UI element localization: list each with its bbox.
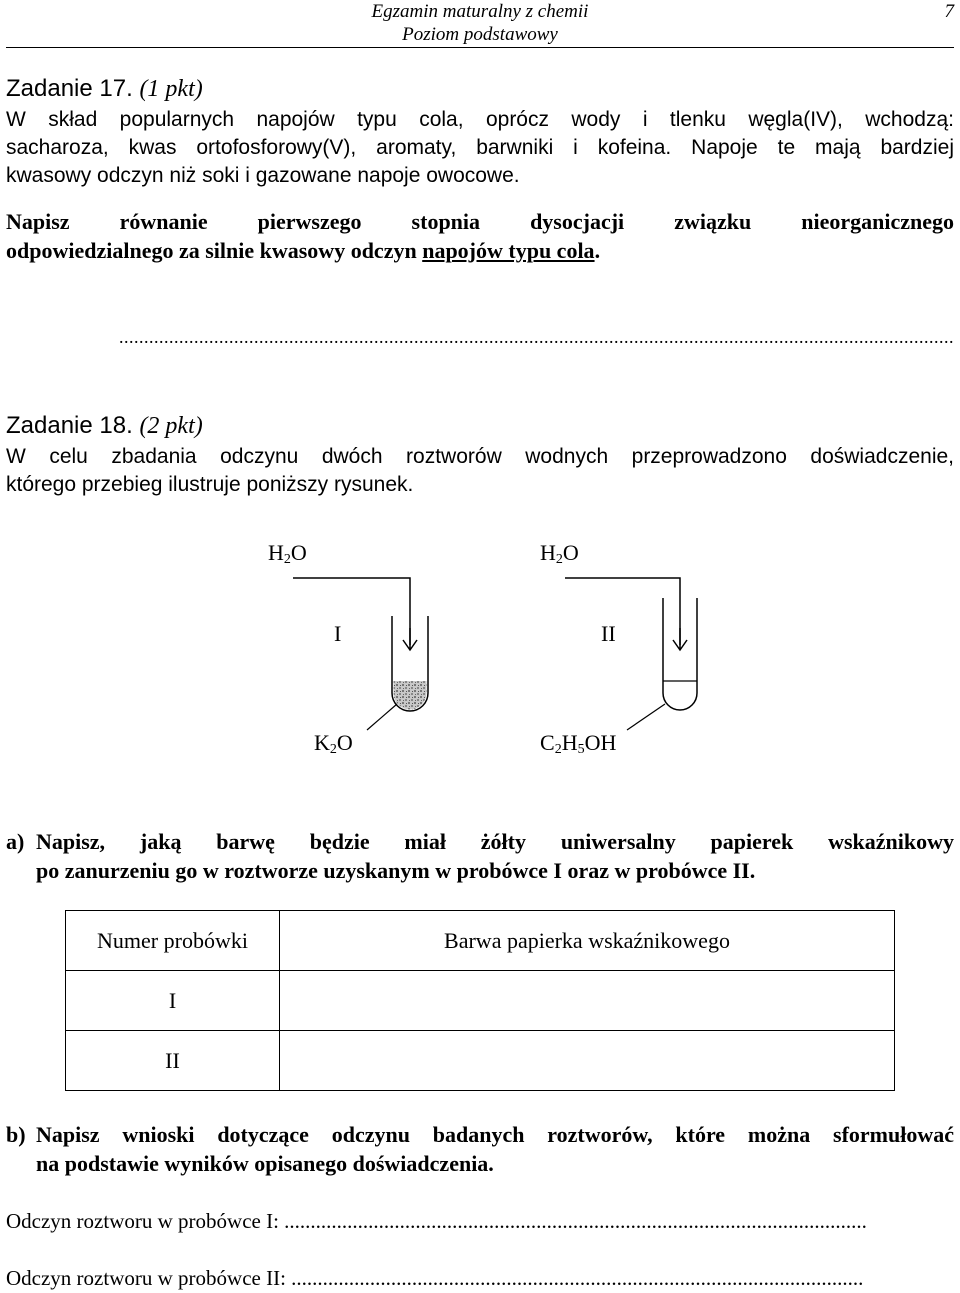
tube-1-label: I [334, 621, 342, 646]
task-18-line-1: W celu zbadania odczynu dwóch roztworów wodnych przeprowadzono doświadczenie, [6, 445, 954, 468]
task-17-points: (1 pkt) [139, 76, 203, 102]
task-17-line-3: kwasowy odczyn niż soki i gazowane napoje owocowe. [6, 164, 520, 187]
part-b-line-1: Napisz wnioski dotyczące odczynu badanych roztworów, które można sformułować [36, 1122, 954, 1147]
exam-title: Egzamin maturalny z chemii [371, 1, 589, 22]
row-2-answer-cell[interactable] [280, 1031, 895, 1091]
k2o-label: $K_2O$ [314, 730, 353, 757]
part-b-label: b) [6, 1122, 26, 1147]
row-1-answer-cell[interactable] [280, 971, 895, 1031]
water-label-left: $H_2O$ [268, 540, 307, 567]
exam-level: Poziom podstawowy [402, 24, 558, 45]
header-indicator-color: Barwa papierka wskaźnikowego [280, 911, 895, 971]
ethanol-pointer-line [627, 704, 665, 730]
results-table [65, 910, 895, 1091]
water-pipe-1 [293, 578, 417, 650]
part-a-line-1: Napisz, jaką barwę będzie miał żółty uniwersalny papierek wskaźnikowy [36, 829, 954, 854]
page-number: 7 [944, 1, 954, 22]
header-tube-number: Numer probówki [66, 911, 280, 971]
water-label-right: $H_2O$ [540, 540, 579, 567]
table-row [66, 971, 895, 1031]
part-a-label: a) [6, 829, 25, 854]
task-17-line-2: sacharoza, kwas ortofosforowy(V), aromaty, barwniki i kofeina. Napoje te mają bardziej [6, 136, 954, 159]
answer-tube-2[interactable]: Odczyn roztworu w probówce II: ............................................................................................................. [6, 1266, 864, 1290]
task-18-points: (2 pkt) [139, 413, 203, 439]
task-18-line-2: którego przebieg ilustruje poniższy rysunek. [6, 473, 414, 496]
task-18-title: Zadanie 18. (2 pkt) [6, 412, 203, 439]
ethanol-label: $C_2H_5OH$ [540, 730, 617, 757]
part-a-line-2: po zanurzeniu go w roztworze uzyskanym w probówce I oraz w probówce II. [36, 858, 756, 883]
part-b-line-2: na podstawie wyników opisanego doświadczenia. [36, 1151, 494, 1176]
k2o-pointer-line [367, 704, 397, 730]
table-row [66, 1031, 895, 1091]
task-17-instruction-1: Napisz równanie pierwszego stopnia dysocjacji związku nieorganicznego [6, 209, 954, 234]
row-2-tube: II [66, 1031, 280, 1091]
task-17-answer-line[interactable]: ....................................................................................................................................................................... [119, 327, 954, 347]
tube-2-label: II [601, 621, 616, 646]
answer-tube-1[interactable]: Odczyn roztworu w probówce I: ............................................................................................................... [6, 1209, 867, 1233]
k2o-sample [394, 681, 427, 710]
task-17-line-1: W skład popularnych napojów typu cola, oprócz wody i tlenku węgla(IV), wchodzą: [6, 108, 954, 131]
task-17-title: Zadanie 17. (1 pkt) [6, 75, 203, 102]
row-1-tube: I [66, 971, 280, 1031]
water-pipe-2 [565, 578, 687, 650]
table-header-row [66, 911, 895, 971]
task-17-instruction-2: odpowiedzialnego za silnie kwasowy odczyn napojów typu cola. [6, 238, 601, 263]
